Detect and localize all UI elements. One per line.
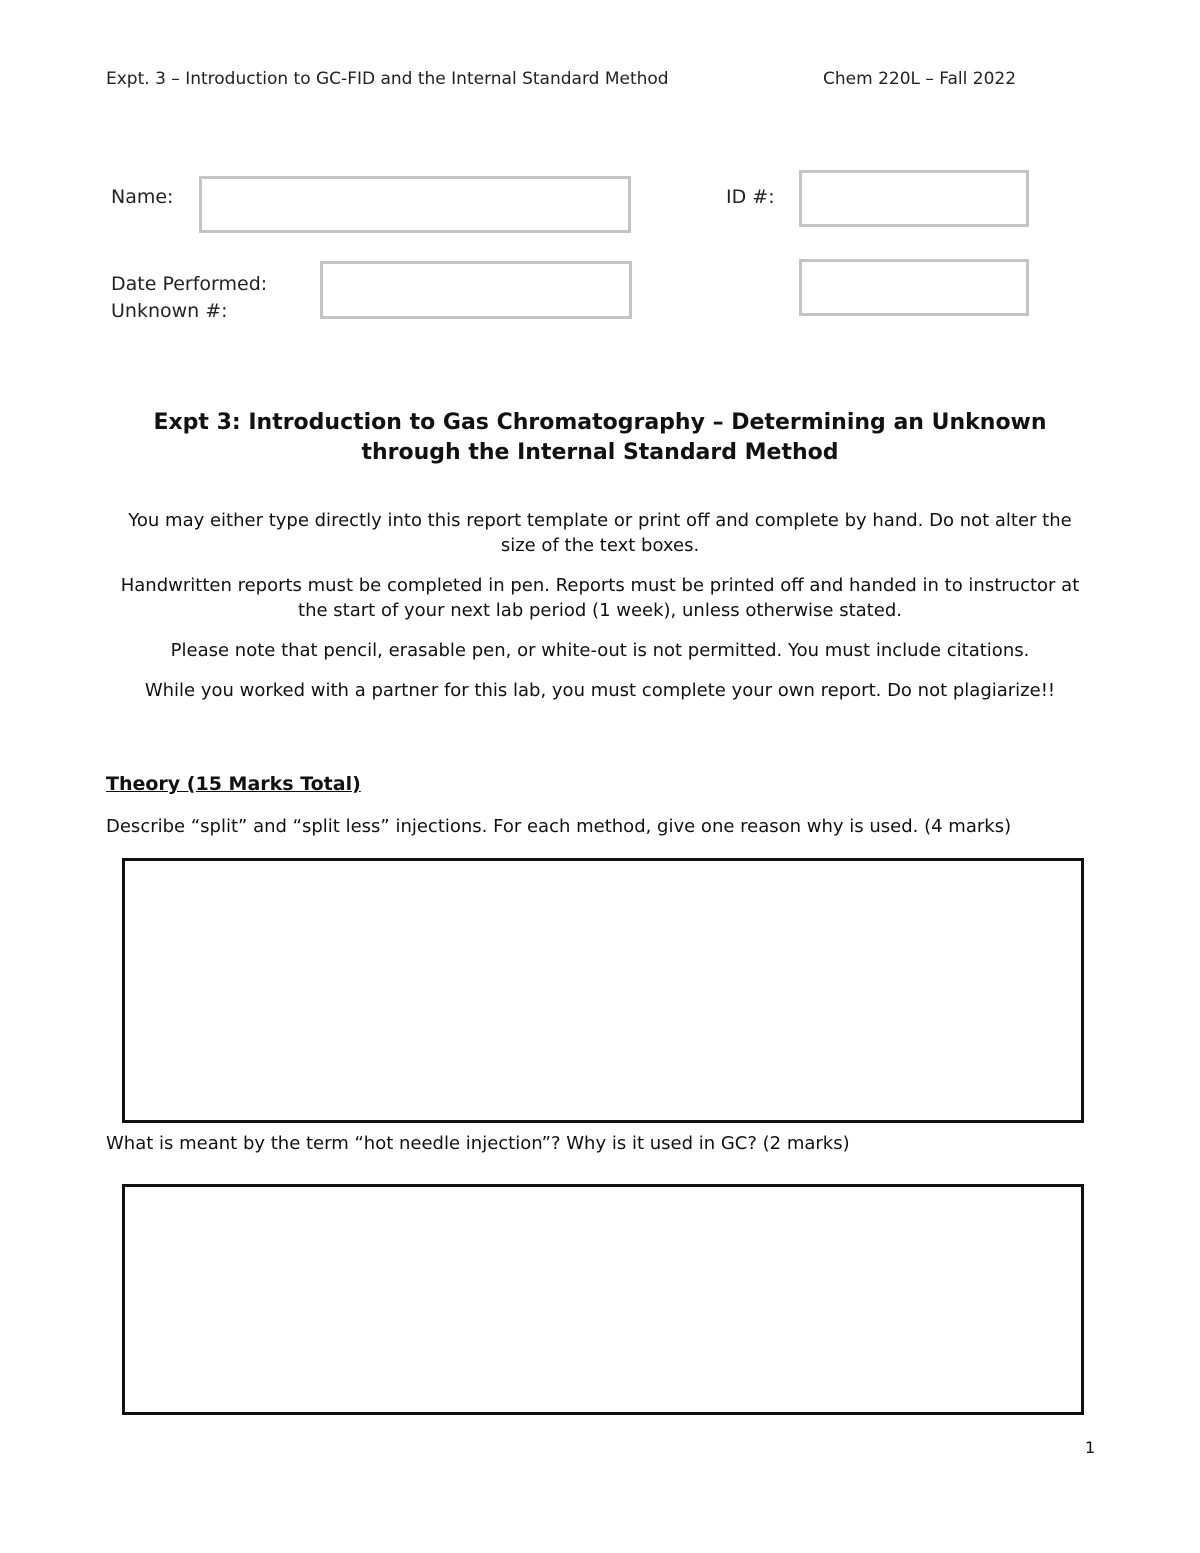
id-field[interactable] (799, 170, 1029, 227)
header-course: Chem 220L – Fall 2022 (823, 69, 1017, 89)
document-title (100, 408, 1100, 468)
answer-box-2[interactable] (122, 1184, 1084, 1415)
page-number: 1 (1085, 1438, 1096, 1457)
unknown-number-field[interactable] (799, 259, 1029, 316)
document-title-line-2: through the Internal Standard Method (361, 440, 839, 465)
unknown-number-label: Unknown #: (111, 300, 228, 322)
question-2: What is meant by the term “hot needle injection”? Why is it used in GC? (2 marks) (106, 1133, 850, 1154)
instruction-paragraph: While you worked with a partner for this lab, you must complete your own report. Do not plagiarize!! (144, 680, 1056, 701)
name-label: Name: (111, 186, 174, 208)
date-performed-field[interactable] (320, 261, 632, 319)
document-title-line-1: Expt 3: Introduction to Gas Chromatography – Determining an Unknown (153, 410, 1047, 435)
instructions (120, 508, 1080, 718)
instruction-paragraph: Please note that pencil, erasable pen, or white-out is not permitted. You must include citations. (170, 640, 1030, 661)
answer-box-1[interactable] (122, 858, 1084, 1123)
date-performed-label: Date Performed: (111, 273, 268, 295)
instruction-paragraph: You may either type directly into this report template or print off and complete by hand. Do not alter the size of the text boxes. (128, 510, 1072, 556)
header-experiment-title: Expt. 3 – Introduction to GC-FID and the Internal Standard Method (106, 69, 669, 89)
name-field[interactable] (199, 176, 631, 233)
instruction-paragraph: Handwritten reports must be completed in pen. Reports must be printed off and handed in to instructor at the start of your next lab period (1 week), unless otherwise stated. (120, 575, 1080, 621)
question-1: Describe “split” and “split less” injections. For each method, give one reason why is used. (4 marks) (106, 816, 1012, 837)
theory-heading: Theory (15 Marks Total) (106, 773, 361, 795)
id-label: ID #: (726, 186, 775, 208)
